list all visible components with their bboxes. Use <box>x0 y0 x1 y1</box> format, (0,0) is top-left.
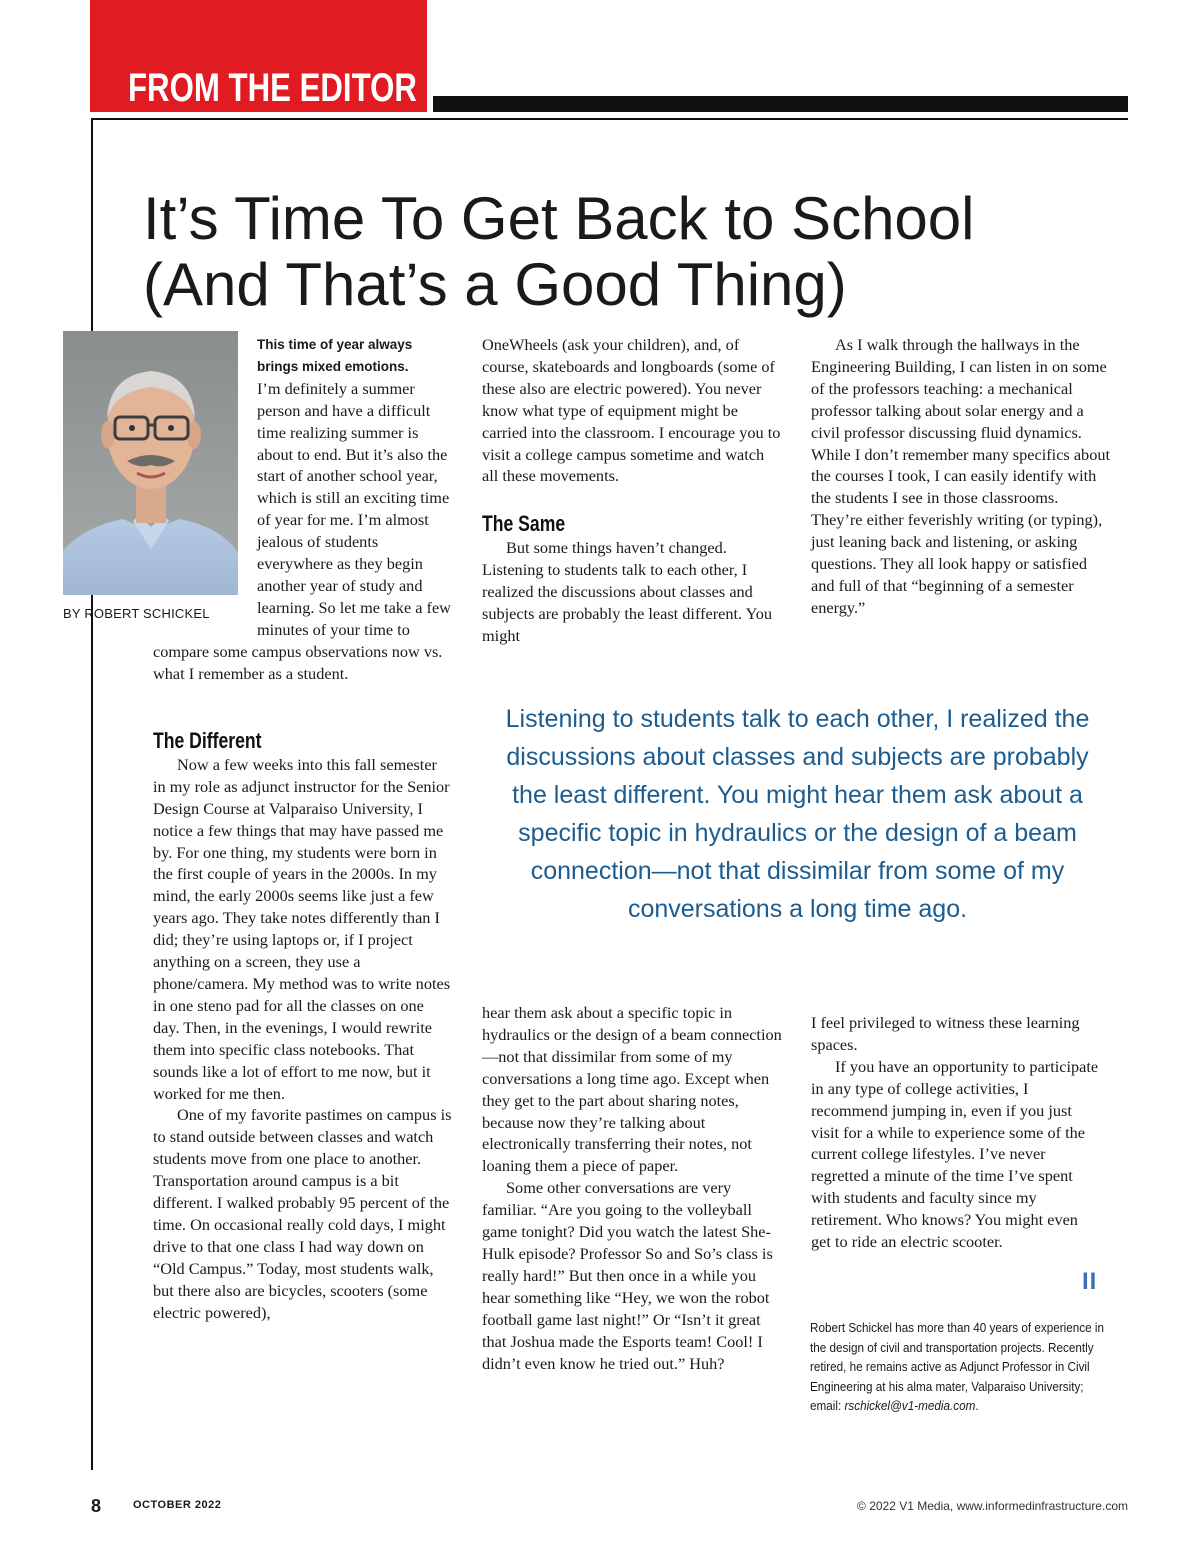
col3-bottom <box>811 1012 1101 1253</box>
pull-quote: Listening to students talk to each other, I realized the discussions about classes and subjects are probably the least different. You might hear them ask about a specific topic in hydraulics or the design of a beam connection—not that dissimilar from some of my conversations a long time ago. <box>505 705 1090 923</box>
different-paragraph-1: Now a few weeks into this fall semester in my role as adjunct instructor for the Senior Design Course at Valparaiso University, I notice a few things that may have passed me by. For one thing, my students were born in the first couple of years in the 2000s. In my mind, the early 2000s seems like just a few years ago. They take notes differently than I did; they’re using laptops or, if I project anything on a screen, they use a phone/camera. My method was to write notes in one steno pad for all the classes on one day. Then, in the evenings, I would rewrite them into specific class notebooks. That sounds like a lot of effort to me now, but it worked for me then. <box>153 754 451 1103</box>
intro-block <box>153 334 453 685</box>
header-thin-rule <box>91 118 1128 120</box>
left-margin-rule <box>91 118 93 1470</box>
col2-top-paragraph: OneWheels (ask your children), and, of course, skateboards and longboards (some of these also are electric powered). You never know what type of equipment might be carried into the classroom. I encourage you to visit a college campus sometime and watch all these movements. <box>482 335 781 486</box>
col3-top-paragraph: As I walk through the hallways in the Engineering Building, I can listen in on some of the professors teaching: a mechanical professor talking about solar energy and a civil professor discussing fluid dynamics. While I don’t remember many specifics about the courses I took, I can easily identify with the students I see in those classrooms. They’re either feverishly writing (or typing), just leaning back and listening, or asking questions. They all look happy or satisfied and full of that “beginning of a semester energy.” <box>811 335 1110 617</box>
heading-same: The Same <box>482 511 566 537</box>
section-different <box>153 730 453 1323</box>
col3-top <box>811 334 1111 619</box>
byline: BY ROBERT SCHICKEL <box>63 606 210 621</box>
issue-date: OCTOBER 2022 <box>133 1499 222 1511</box>
photo-wrap-spacer <box>153 334 257 640</box>
col2-top <box>482 334 782 647</box>
col2-bottom-paragraph-1: hear them ask about a specific topic in hydraulics or the design of a beam connection—not that dissimilar from some of my conversations a long time ago. Except when they get to the part about sharing notes, because now they’re talking about electronically transferring their notes, not loaning them a piece of paper. <box>482 1003 782 1176</box>
col2-bottom-paragraph-2: Some other conversations are very familiar. “Are you going to the volleyball game tonight? Did you watch the latest She-Hulk episode? Professor So and So’s class is really hard!” But then once in a while you hear something like “Hey, we won the robot football game last night!” Or “Isn’t it great that Joshua made the Esports team! Cool! I didn’t even know he tried out.” Huh? <box>482 1178 773 1373</box>
bio-email[interactable]: rschickel@v1-media.com <box>844 1398 976 1413</box>
title-line-1: It’s Time To Get Back to School <box>143 185 975 252</box>
different-paragraph-2: One of my favorite pastimes on campus is to stand outside between classes and watch students move from one place to another. Transportation around campus is a bit different. I walked probably 95 percent of the time. On occasional really cold days, I might drive to that one class I had way down on “Old Campus.” Today, most students walk, but there also are bicycles, scooters (some electric powered), <box>153 1105 452 1322</box>
intro-paragraph <box>153 334 453 685</box>
author-bio <box>810 1318 1107 1416</box>
bio-text: Robert Schickel has more than 40 years of experience in the design of civil and transportation projects. Recently retired, he remains active as Adjunct Professor in Civil Engineering at his alma mater, Valparaiso University; email: <box>810 1320 1104 1413</box>
page-title <box>143 186 1143 318</box>
title-line-2: (And That’s a Good Thing) <box>143 251 847 318</box>
heading-different: The Different <box>153 728 262 753</box>
col3-bottom-paragraph-1: I feel privileged to witness these learning spaces. <box>811 1013 1080 1054</box>
same-paragraph-1: But some things haven’t changed. Listening to students talk to each other, I realized the discussions about classes and subjects are probably the least different. You might <box>482 538 772 645</box>
end-mark-icon: II <box>1082 1268 1098 1295</box>
col3-bottom-paragraph-2: If you have an opportunity to participate in any type of college activities, I recommend jumping in, even if you just visit for a while to experience some of the current college lifestyles. I’ve never regretted a minute of the time I’ve spent with students and faculty since my retirement. Who knows? You might even get to ride an electric scooter. <box>811 1056 1099 1252</box>
copyright: © 2022 V1 Media, www.informedinfrastructure.com <box>857 1499 1128 1513</box>
intro-text: I’m definitely a summer person and have a difficult time realizing summer is about to end. But it’s also the start of another school year, which is still an exciting time of year for me. I’m almost jealous of students everywhere as they begin another year of study and learning. So let me take a few minutes of your time to compare some campus observations now vs. what I remember as a student. <box>153 378 451 683</box>
header-rule <box>433 96 1128 112</box>
page-number: 8 <box>91 1496 102 1516</box>
bio-end: . <box>975 1398 979 1413</box>
col2-bottom <box>482 1002 782 1374</box>
intro-lead: This time of year always brings mixed emotions. <box>257 337 413 374</box>
section-label: FROM THE EDITOR <box>128 66 417 110</box>
